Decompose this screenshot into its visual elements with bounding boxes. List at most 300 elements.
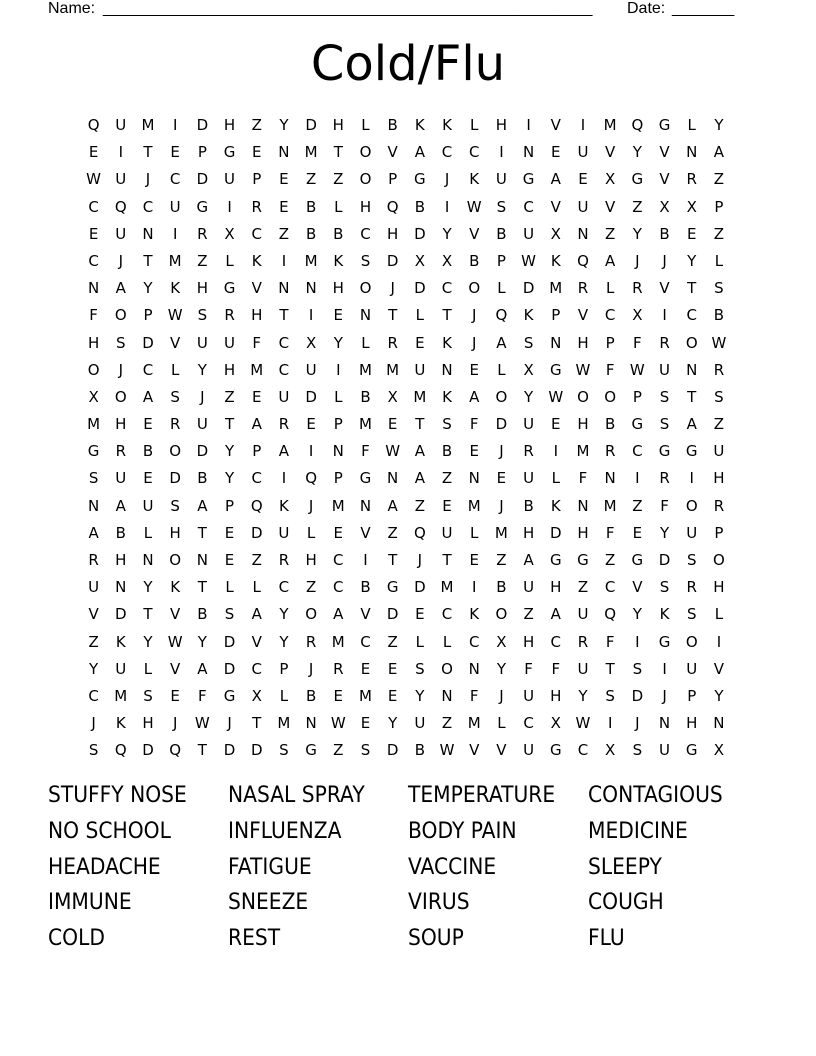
grid-letter: Q (114, 741, 127, 760)
grid-letter: A (550, 170, 561, 189)
grid-letter: U (305, 360, 317, 379)
grid-letter: B (659, 224, 670, 243)
grid-letter: H (251, 306, 263, 325)
grid-letter: U (523, 741, 535, 760)
grid-letter: N (658, 714, 671, 733)
grid-letter: O (495, 605, 508, 624)
grid-letter: D (386, 605, 399, 624)
grid-letter: P (551, 306, 561, 325)
grid-letter: U (659, 360, 671, 379)
grid-letter: Y (333, 333, 343, 352)
grid-letter: I (172, 116, 178, 134)
grid-letter: G (658, 632, 671, 651)
grid-letter: U (414, 714, 426, 733)
grid-letter: E (387, 415, 398, 434)
grid-letter: M (168, 251, 182, 270)
grid-letter: H (495, 116, 508, 134)
grid-letter: F (633, 333, 642, 352)
grid-letter: E (143, 415, 153, 434)
grid-letter: S (659, 415, 670, 434)
grid-letter: P (252, 170, 262, 189)
grid-letter: Z (224, 387, 235, 406)
grid-letter: W (521, 251, 537, 270)
grid-letter: U (523, 578, 535, 597)
grid-letter: O (685, 496, 698, 515)
word-list-item: SOUP (408, 926, 464, 952)
grid-letter: N (713, 714, 725, 733)
grid-letter: B (333, 224, 344, 243)
grid-letter: T (605, 659, 615, 678)
grid-letter: D (495, 415, 508, 434)
grid-letter: H (115, 415, 127, 434)
grid-letter: Z (713, 415, 725, 434)
grid-letter: I (580, 116, 586, 134)
grid-letter: T (143, 143, 153, 162)
grid-letter: M (277, 714, 291, 733)
grid-letter: C (441, 143, 453, 162)
grid-letter: Y (632, 224, 642, 243)
grid-letter: X (686, 197, 697, 216)
grid-letter: I (635, 632, 640, 651)
grid-letter: Y (442, 224, 452, 243)
page-title: Cold/Flu (310, 36, 506, 92)
grid-letter: N (686, 143, 698, 162)
grid-letter: U (577, 605, 589, 624)
grid-letter: U (115, 659, 127, 678)
grid-letter: S (224, 605, 235, 624)
grid-letter: W (385, 442, 401, 461)
grid-letter: Y (659, 523, 670, 542)
grid-letter: O (359, 143, 372, 162)
grid-letter: N (305, 714, 317, 733)
word-list-item: BODY PAIN (408, 818, 517, 844)
grid-letter: L (497, 279, 506, 298)
grid-letter: V (469, 224, 480, 243)
name-blank-line: _______________________________________________________ (103, 0, 593, 17)
grid-letter: C (604, 306, 616, 325)
grid-letter: B (305, 686, 317, 705)
grid-letter: S (170, 496, 180, 515)
grid-letter: Z (387, 523, 398, 542)
grid-letter: C (278, 360, 290, 379)
grid-letter: R (333, 659, 344, 678)
grid-letter: J (172, 714, 178, 733)
grid-letter: H (577, 523, 589, 542)
grid-letter: X (305, 333, 317, 352)
grid-letter: A (414, 143, 425, 162)
grid-letter: U (441, 523, 453, 542)
grid-row (80, 275, 740, 302)
grid-letter: A (414, 442, 425, 461)
grid-letter: L (306, 523, 316, 542)
grid-letter: V (659, 143, 670, 162)
grid-letter: I (526, 116, 531, 134)
grid-letter: S (632, 741, 643, 760)
grid-letter: J (444, 170, 450, 189)
grid-letter: J (662, 686, 667, 705)
grid-letter: X (251, 686, 262, 705)
grid-letter: M (87, 415, 101, 434)
grid-letter: F (524, 659, 533, 678)
grid-letter: A (469, 387, 480, 406)
grid-letter: W (629, 360, 645, 379)
grid-letter: A (387, 496, 398, 515)
grid-letter: J (499, 442, 504, 461)
grid-letter: P (388, 170, 398, 189)
grid-letter: Y (496, 659, 506, 678)
grid-letter: X (224, 224, 235, 243)
word-list-item: VIRUS (408, 890, 470, 916)
grid-letter: V (360, 523, 371, 542)
grid-letter: H (305, 551, 317, 569)
grid-letter: M (576, 442, 590, 461)
grid-letter: B (496, 224, 507, 243)
grid-row (80, 574, 740, 601)
grid-letter: M (141, 116, 155, 134)
word-list-item: FATIGUE (228, 854, 312, 880)
grid-letter: V (605, 197, 616, 216)
grid-letter: K (170, 578, 181, 597)
grid-letter: V (88, 605, 99, 624)
grid-letter: H (577, 415, 589, 434)
grid-letter: H (522, 523, 535, 542)
grid-letter: L (442, 632, 452, 651)
grid-letter: R (686, 578, 697, 597)
grid-letter: N (604, 469, 616, 488)
grid-letter: X (605, 170, 616, 189)
grid-letter: Z (414, 496, 425, 515)
grid-letter: I (607, 714, 613, 733)
grid-letter: R (686, 170, 697, 189)
grid-letter: Y (524, 387, 534, 406)
grid-letter: G (549, 741, 562, 760)
grid-letter: G (631, 170, 644, 189)
grid-letter: T (197, 523, 207, 542)
grid-letter: H (115, 551, 127, 569)
grid-letter: C (251, 659, 262, 678)
grid-letter: S (415, 659, 425, 678)
grid-letter: E (224, 523, 235, 542)
grid-letter: K (523, 306, 534, 325)
grid-letter: S (360, 741, 371, 760)
grid-letter: Y (224, 469, 235, 488)
grid-letter: C (441, 279, 453, 298)
grid-letter: Q (305, 469, 317, 488)
grid-letter: C (523, 714, 534, 733)
grid-letter: E (279, 170, 289, 189)
grid-letter: U (224, 170, 236, 189)
grid-letter: R (224, 306, 235, 325)
grid-letter: J (472, 306, 477, 325)
grid-letter: T (687, 387, 697, 406)
grid-letter: L (334, 387, 343, 406)
grid-letter: N (441, 686, 453, 705)
grid-letter: E (306, 415, 316, 434)
grid-letter: B (305, 224, 317, 243)
grid-letter: I (716, 632, 722, 651)
grid-letter: I (499, 143, 504, 162)
grid-letter: O (441, 659, 453, 678)
grid-letter: H (87, 333, 100, 352)
grid-letter: J (472, 333, 477, 352)
grid-letter: P (225, 496, 235, 515)
grid-letter: I (172, 224, 178, 243)
grid-letter: D (631, 686, 644, 705)
grid-letter: C (441, 605, 453, 624)
grid-letter: I (472, 578, 477, 597)
grid-row (80, 384, 740, 411)
grid-letter: X (605, 741, 616, 760)
grid-letter: G (359, 469, 372, 488)
grid-letter: M (304, 251, 318, 270)
grid-letter: I (689, 469, 694, 488)
grid-letter: Q (169, 741, 182, 760)
grid-letter: T (388, 306, 398, 325)
grid-letter: V (469, 741, 480, 760)
grid-letter: M (304, 143, 318, 162)
word-list-item: TEMPERATURE (408, 783, 556, 808)
grid-letter: Y (279, 116, 289, 134)
grid-letter: C (278, 333, 290, 352)
grid-letter: E (251, 387, 262, 406)
grid-row (80, 411, 740, 438)
grid-letter: S (686, 605, 697, 624)
grid-letter: M (358, 686, 372, 705)
grid-letter: Z (523, 605, 534, 624)
grid-letter: D (414, 578, 426, 597)
grid-letter: D (414, 224, 426, 243)
grid-letter: S (523, 333, 534, 352)
grid-letter: V (170, 333, 181, 352)
grid-letter: I (444, 197, 450, 216)
grid-letter: Y (415, 686, 425, 705)
grid-letter: H (387, 224, 399, 243)
word-list-item: INFLUENZA (228, 818, 342, 844)
grid-letter: D (196, 170, 209, 189)
grid-letter: S (714, 387, 724, 406)
grid-letter: P (197, 143, 207, 162)
grid-letter: E (224, 551, 235, 569)
grid-letter: J (308, 659, 314, 678)
grid-letter: P (333, 469, 343, 488)
grid-letter: E (333, 686, 344, 705)
grid-letter: D (196, 116, 209, 134)
grid-letter: L (714, 251, 724, 270)
grid-letter: E (88, 224, 99, 243)
grid-letter: C (333, 551, 344, 569)
grid-letter: Q (413, 523, 426, 542)
grid-letter: G (549, 360, 562, 379)
grid-letter: S (714, 279, 724, 298)
word-list-row (48, 921, 788, 957)
grid-letter: Z (441, 469, 453, 488)
grid-letter: R (604, 442, 616, 461)
grid-letter: A (333, 605, 344, 624)
grid-letter: C (251, 469, 262, 488)
grid-letter: K (442, 116, 452, 134)
grid-letter: V (360, 605, 371, 624)
grid-letter: B (441, 442, 453, 461)
grid-letter: C (333, 578, 344, 597)
grid-letter: H (223, 360, 236, 379)
grid-letter: M (603, 116, 617, 134)
grid-letter: O (577, 387, 589, 406)
grid-letter: U (115, 469, 127, 488)
grid-letter: U (577, 143, 589, 162)
grid-letter: C (468, 143, 480, 162)
grid-letter: T (197, 578, 207, 597)
grid-letter: P (333, 415, 343, 434)
grid-letter: A (115, 279, 126, 298)
grid-row (80, 520, 740, 547)
grid-letter: W (439, 741, 455, 760)
grid-letter: I (227, 197, 232, 216)
grid-letter: I (635, 469, 640, 488)
grid-letter: R (659, 333, 670, 352)
grid-letter: M (331, 496, 345, 515)
grid-letter: N (387, 469, 399, 488)
grid-letter: E (333, 523, 344, 542)
grid-letter: Q (114, 197, 127, 216)
grid-letter: B (414, 197, 425, 216)
grid-letter: O (114, 306, 127, 325)
word-list-item: NASAL SPRAY (228, 783, 365, 808)
grid-letter: N (305, 279, 317, 298)
grid-letter: T (143, 605, 153, 624)
word-list-item: IMMUNE (48, 890, 132, 916)
grid-letter: F (469, 415, 479, 434)
grid-letter: Y (89, 659, 99, 678)
grid-letter: Z (305, 170, 317, 189)
grid-row (80, 737, 740, 764)
grid-letter: J (118, 251, 123, 270)
grid-letter: V (251, 632, 262, 651)
grid-letter: G (87, 442, 100, 461)
grid-letter: X (496, 632, 507, 651)
grid-row (80, 166, 740, 193)
grid-letter: K (414, 116, 425, 134)
grid-letter: P (687, 686, 697, 705)
grid-letter: Z (605, 551, 616, 569)
grid-letter: I (662, 659, 667, 678)
grid-letter: E (170, 143, 180, 162)
word-list-row (48, 885, 788, 921)
grid-letter: R (659, 469, 670, 488)
grid-letter: U (686, 523, 698, 542)
grid-row (80, 547, 740, 574)
grid-letter: D (115, 605, 127, 624)
grid-letter: Q (386, 197, 399, 216)
grid-letter: B (387, 116, 398, 134)
grid-letter: Y (388, 714, 398, 733)
grid-letter: D (169, 469, 181, 488)
grid-letter: U (495, 170, 507, 189)
word-list-item: SLEEPY (588, 854, 662, 880)
grid-letter: J (91, 714, 96, 733)
grid-letter: U (115, 170, 127, 189)
grid-letter: X (387, 387, 398, 406)
grid-letter: A (550, 605, 561, 624)
grid-letter: Z (605, 224, 616, 243)
grid-row (80, 601, 740, 628)
grid-letter: P (252, 442, 262, 461)
grid-letter: Q (631, 116, 644, 134)
grid-letter: P (279, 659, 289, 678)
grid-letter: D (305, 387, 317, 406)
grid-letter: E (415, 605, 425, 624)
grid-letter: J (499, 496, 504, 515)
grid-row (80, 302, 740, 329)
grid-letter: S (360, 251, 371, 270)
grid-letter: G (577, 551, 589, 569)
grid-letter: Y (632, 605, 642, 624)
grid-letter: Z (387, 632, 398, 651)
grid-letter: A (713, 143, 725, 162)
grid-letter: R (251, 197, 262, 216)
grid-letter: Z (278, 224, 290, 243)
grid-row (80, 710, 740, 737)
grid-letter: Z (632, 197, 643, 216)
grid-letter: B (142, 442, 154, 461)
grid-letter: G (196, 197, 209, 216)
grid-letter: P (632, 387, 642, 406)
grid-letter: B (197, 469, 208, 488)
grid-letter: Z (333, 741, 344, 760)
grid-letter: V (577, 306, 589, 325)
grid-letter: J (227, 714, 232, 733)
grid-letter: R (278, 551, 290, 569)
grid-letter: K (278, 496, 289, 515)
word-list-item: MEDICINE (588, 818, 688, 844)
grid-letter: G (631, 415, 644, 434)
grid-letter: I (281, 469, 287, 488)
grid-letter: L (605, 279, 615, 298)
word-list (48, 778, 788, 957)
grid-letter: M (114, 686, 128, 705)
grid-letter: W (86, 170, 102, 189)
grid-letter: I (281, 251, 287, 270)
grid-letter: F (605, 360, 615, 379)
grid-letter: O (87, 360, 100, 379)
grid-letter: D (142, 333, 154, 352)
grid-letter: S (605, 686, 615, 705)
grid-row (80, 248, 740, 275)
grid-letter: S (170, 387, 180, 406)
grid-letter: S (116, 333, 126, 352)
grid-letter: N (278, 143, 290, 162)
grid-letter: C (686, 306, 697, 325)
grid-row (80, 194, 740, 221)
grid-letter: M (440, 578, 454, 597)
grid-letter: Q (577, 251, 589, 270)
grid-letter: A (496, 333, 507, 352)
grid-letter: K (659, 605, 670, 624)
grid-letter: T (279, 306, 289, 325)
grid-letter: B (496, 578, 507, 597)
grid-letter: R (632, 279, 643, 298)
grid-letter: X (523, 360, 534, 379)
grid-letter: W (575, 360, 591, 379)
grid-letter: R (577, 632, 589, 651)
grid-letter: N (196, 551, 208, 569)
grid-letter: Q (87, 116, 100, 134)
grid-letter: F (252, 333, 262, 352)
grid-letter: T (197, 741, 207, 760)
grid-letter: Y (143, 578, 153, 597)
grid-letter: E (279, 197, 289, 216)
grid-letter: T (252, 714, 262, 733)
grid-letter: M (358, 415, 372, 434)
